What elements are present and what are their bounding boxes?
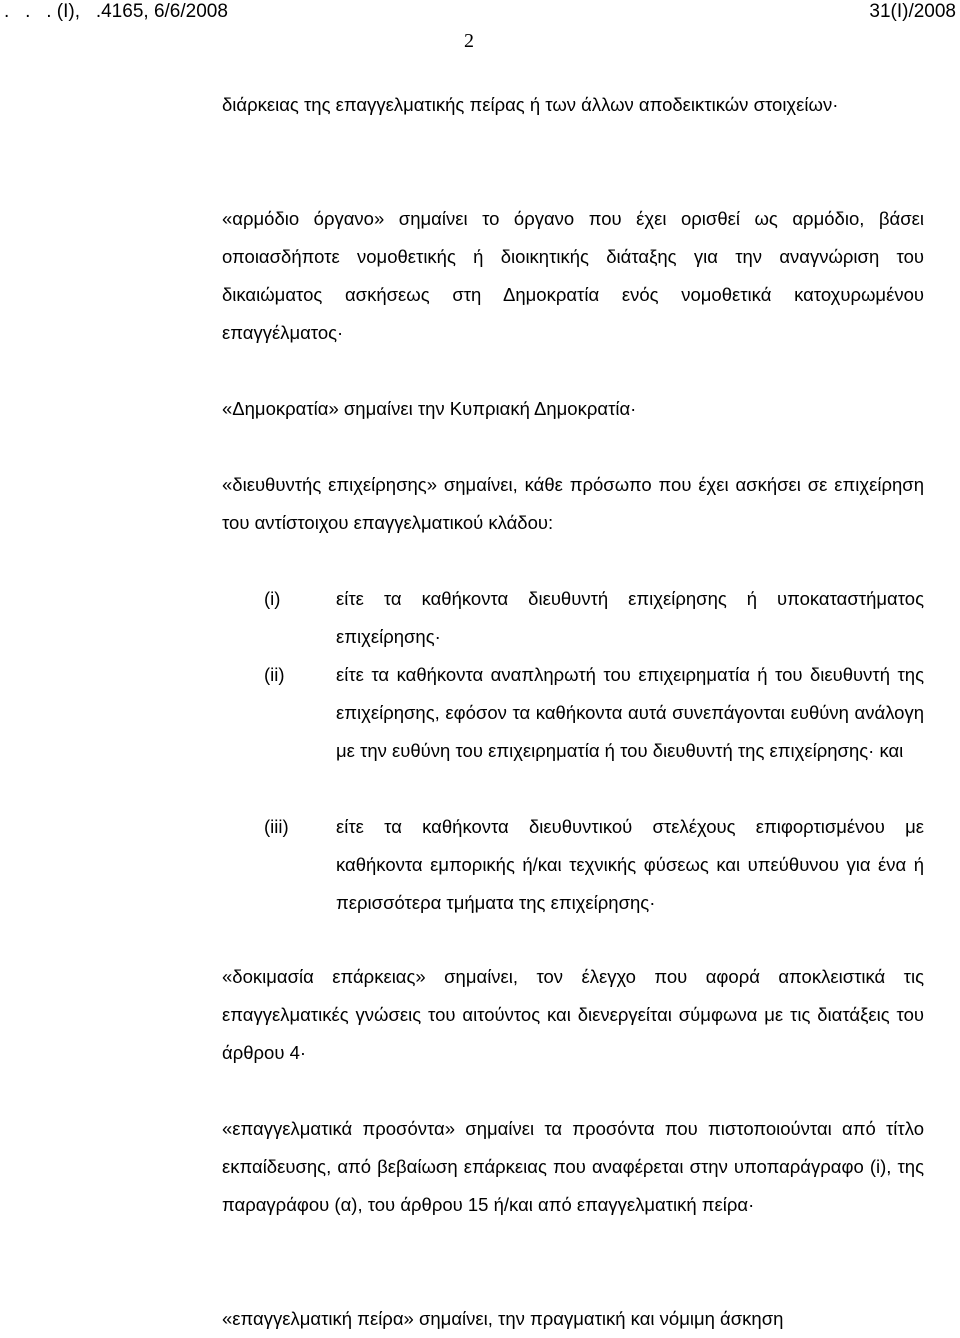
list-item-label: (iii) xyxy=(264,816,289,837)
page-number: 2 xyxy=(464,30,474,52)
list-item-text: είτε τα καθήκοντα αναπληρωτή του επιχειρηματία ή του διευθυντή της επιχείρησης, εφόσον τα καθήκοντα αυτά συνεπάγονται ευθύνη ανάλογη με την ευθύνη του επιχειρηματία ή του διευθυντή της επιχείρησης· και xyxy=(336,664,924,761)
list-item-label: (ii) xyxy=(264,664,285,685)
list-item-text: είτε τα καθήκοντα διευθυντή επιχείρησης ή υποκαταστήματος επιχείρησης· xyxy=(336,588,924,647)
paragraph-business-director: «διευθυντής επιχείρησης» σημαίνει, κάθε πρόσωπο που έχει ασκήσει σε επιχείρηση του αντίστοιχου επαγγελματικού κλάδου: xyxy=(222,474,924,533)
header-law-number: 31(Ι)/2008 xyxy=(869,1,956,22)
paragraph-republic: «Δημοκρατία» σημαίνει την Κυπριακή Δημοκρατία· xyxy=(222,398,637,419)
paragraph-aptitude-test: «δοκιμασία επάρκειας» σημαίνει, τον έλεγχο που αφορά αποκλειστικά τις επαγγελματικές γνώσεις του αιτούντος και διενεργείται σύμφωνα με τις διατάξεις του άρθρου 4· xyxy=(222,966,924,1063)
list-item-text: είτε τα καθήκοντα διευθυντικού στελέχους επιφορτισμένου με καθήκοντα εμπορικής ή/και τεχνικής φύσεως και υπεύθυνου για ένα ή περισσότερα τμήματα της επιχείρησης· xyxy=(336,816,924,913)
paragraph-competent-authority: «αρμόδιο όργανο» σημαίνει το όργανο που έχει ορισθεί ως αρμόδιο, βάσει οποιασδήποτε νομοθετικής ή διοικητικής διάταξης για την αναγνώριση του δικαιώματος ασκήσεως στη Δημοκρατία ενός νομοθετικά κατοχυρωμένου επαγγέλματος· xyxy=(222,208,924,343)
paragraph-professional-experience: «επαγγελματική πείρα» σημαίνει, την πραγματική και νόμιμη άσκηση xyxy=(222,1308,784,1329)
list-item-label: (i) xyxy=(264,588,281,609)
header-reference: . . . (Ι), .4165, 6/6/2008 xyxy=(4,1,228,22)
paragraph-professional-qualifications: «επαγγελματικά προσόντα» σημαίνει τα προσόντα που πιστοποιούνται από τίτλο εκπαίδευσης, από βεβαίωση επάρκειας που αναφέρεται στην υποπαράγραφο (i), της παραγράφου (α), του άρθρου 15 ή/και από επαγγελματική πείρα· xyxy=(222,1118,924,1215)
paragraph-evidence-duration: διάρκειας της επαγγελματικής πείρας ή των άλλων αποδεικτικών στοιχείων· xyxy=(222,94,839,115)
